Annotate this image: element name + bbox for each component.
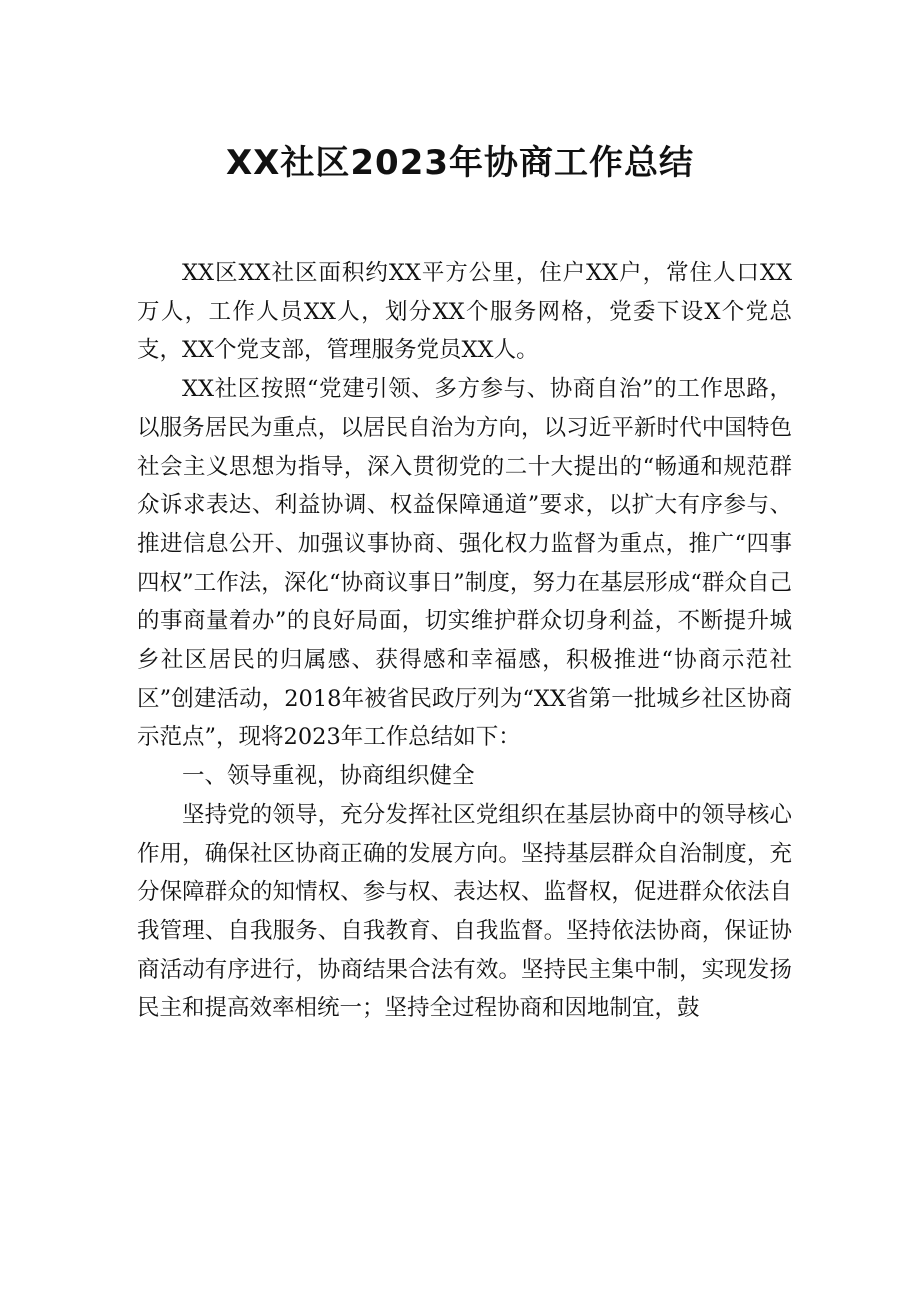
section-heading-1: 一、领导重视，协商组织健全 (182, 763, 475, 790)
paragraph-leadership: 坚持党的领导，充分发挥社区党组织在基层协商中的领导核心作用，确保社区协商正确的发展方向。坚持基层群众自治制度，充分保障群众的知情权、参与权、表达权、监督权，促进群众依法自我管理、自我服务、自我教育、自我监督。坚持依法协商，保证协商活动有序进行，协商结果合法有效。坚持民主集中制，实现发扬民主和提高效率相统一；坚持全过程协商和因地制宜，鼓 (137, 801, 792, 1022)
paragraph-approach: XX社区按照“党建引领、多方参与、协商自治”的工作思路，以服务居民为重点，以居民自治为方向，以习近平新时代中国特色社会主义思想为指导，深入贯彻党的二十大提出的“畅通和规范群众诉求表达、利益协调、权益保障通道”要求，以扩大有序参与、推进信息公开、加强议事协商、强化权力监督为重点，推广“四事四权”工作法，深化“协商议事日”制度，努力在基层形成“群众自己的事商量着办”的良好局面，切实维护群众切身利益，不断提升城乡社区居民的归属感、获得感和幸福感，积极推进“协商示范社区”创建活动，2018年被省民政厅列为“XX省第一批城乡社区协商示范点”，现将2023年工作总结如下： (137, 376, 792, 751)
document-title: XX社区2023年协商工作总结 (225, 142, 695, 183)
paragraph-intro: XX区XX社区面积约XX平方公里，住户XX户，常住人口XX万人，工作人员XX人，划分XX个服务网格，党委下设X个党总支，XX个党支部，管理服务党员XX人。 (137, 260, 792, 364)
document-body (137, 254, 792, 1028)
